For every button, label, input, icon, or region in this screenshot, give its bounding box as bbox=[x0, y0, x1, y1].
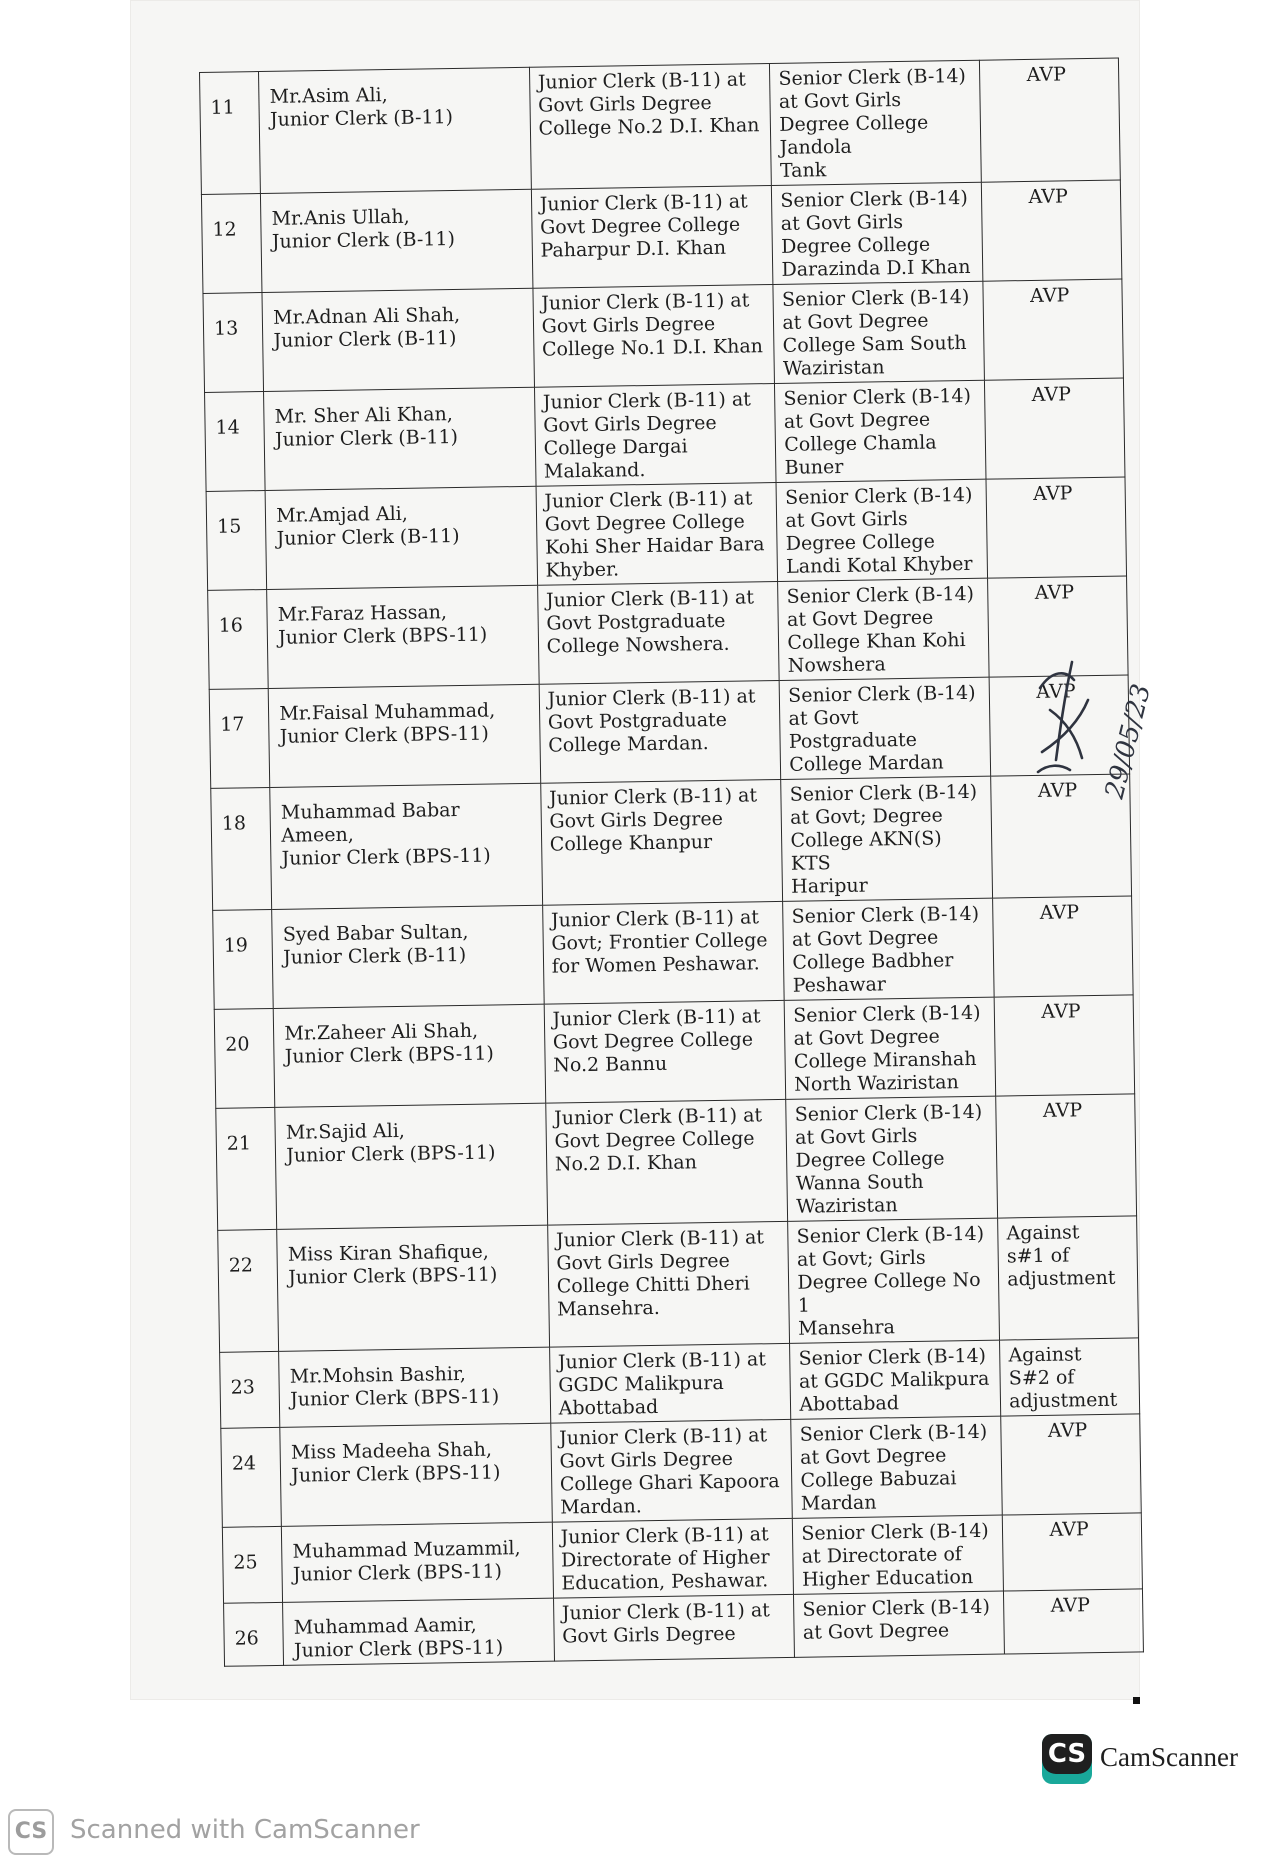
posting-table bbox=[199, 58, 1144, 1667]
name-cell bbox=[279, 1347, 551, 1427]
to-line: at Govt Degree bbox=[793, 1025, 941, 1050]
to-line: at Govt Degree bbox=[791, 926, 939, 951]
from-cell bbox=[539, 680, 781, 783]
from-line: GGDC Malikpura bbox=[558, 1371, 724, 1397]
table-row bbox=[222, 1513, 1142, 1603]
remarks-line: AVP bbox=[1050, 1594, 1091, 1617]
serial-number: 11 bbox=[210, 96, 235, 119]
employee-designation: Junior Clerk (B-11) bbox=[276, 524, 460, 550]
name-cell bbox=[272, 905, 544, 1008]
to-line: Landi Kotal Khyber bbox=[786, 552, 973, 578]
from-line: Govt Girls Degree bbox=[541, 312, 716, 338]
employee-name: Mr.Faisal Muhammad, bbox=[279, 699, 496, 725]
remarks-cell bbox=[980, 58, 1121, 182]
from-cell bbox=[553, 1594, 795, 1661]
to-line: at Govt Degree bbox=[786, 606, 934, 631]
remarks-cell bbox=[986, 477, 1126, 578]
employee-name: Miss Kiran Shafique, bbox=[287, 1240, 489, 1266]
from-line: College Nowshera. bbox=[546, 632, 730, 658]
name-cell bbox=[273, 1004, 545, 1107]
from-line: Govt Girls Degree bbox=[559, 1447, 734, 1473]
from-cell bbox=[550, 1419, 792, 1522]
from-line: Junior Clerk (B-11) at bbox=[557, 1348, 767, 1374]
from-line: Khyber. bbox=[545, 558, 620, 582]
serial-number: 16 bbox=[218, 614, 244, 637]
to-line: College Badbher bbox=[792, 949, 954, 974]
employee-name: Mr.Asim Ali, bbox=[269, 84, 388, 108]
employee-name: Miss Madeeha Shah, bbox=[290, 1438, 493, 1464]
name-cell bbox=[261, 189, 533, 292]
to-line: at Govt Girls bbox=[780, 210, 904, 235]
serial-number-cell bbox=[216, 1107, 277, 1230]
to-line: College Mardan bbox=[789, 751, 944, 776]
remarks-cell bbox=[985, 378, 1125, 479]
to-cell bbox=[781, 776, 993, 901]
employee-designation: Junior Clerk (BPS-11) bbox=[279, 722, 489, 748]
remarks-cell bbox=[1004, 1589, 1144, 1654]
table-row bbox=[211, 774, 1132, 910]
from-cell bbox=[544, 1000, 786, 1103]
to-cell bbox=[773, 281, 984, 383]
from-cell bbox=[540, 779, 783, 905]
to-line: Waziristan bbox=[796, 1194, 898, 1218]
employee-name: Mr.Anis Ullah, bbox=[271, 205, 410, 230]
serial-number-cell bbox=[201, 194, 262, 294]
name-cell bbox=[267, 585, 539, 688]
employee-designation: Junior Clerk (BPS-11) bbox=[293, 1636, 504, 1662]
to-line: at Govt; Degree bbox=[789, 804, 943, 829]
to-line: Senior Clerk (B-14) bbox=[778, 64, 967, 90]
serial-number-cell bbox=[205, 392, 266, 492]
remarks-line: AVP bbox=[1036, 680, 1076, 703]
to-line: Mansehra bbox=[797, 1316, 895, 1340]
to-cell bbox=[783, 898, 994, 1000]
to-line: College Chamla bbox=[784, 431, 937, 456]
from-line: Junior Clerk (B-11) at bbox=[561, 1599, 771, 1625]
to-cell bbox=[778, 578, 989, 680]
to-line: Degree College No 1 bbox=[797, 1268, 981, 1317]
from-line: Govt; Frontier College bbox=[551, 929, 768, 955]
from-line: Junior Clerk (B-11) at bbox=[560, 1523, 769, 1549]
serial-number: 24 bbox=[231, 1452, 257, 1475]
serial-number-cell bbox=[213, 909, 274, 1009]
remarks-line: AVP bbox=[1031, 383, 1072, 406]
serial-number-cell bbox=[206, 491, 267, 591]
from-line: Govt Girls Degree bbox=[549, 807, 724, 833]
table-row bbox=[220, 1338, 1140, 1428]
camscanner-brand: CamScanner bbox=[1100, 1742, 1238, 1772]
to-line: Jandola bbox=[779, 135, 852, 159]
footer-camscanner-logo-icon: CS bbox=[8, 1809, 54, 1855]
to-cell bbox=[793, 1515, 1004, 1594]
from-line: Paharpur D.I. Khan bbox=[540, 236, 727, 262]
from-line: Junior Clerk (B-11) at bbox=[553, 1104, 763, 1130]
employee-name: Muhammad Aamir, bbox=[293, 1613, 477, 1639]
to-line: Senior Clerk (B-14) bbox=[796, 1222, 985, 1248]
serial-number: 17 bbox=[220, 713, 245, 736]
to-line: Senior Clerk (B-14) bbox=[801, 1519, 989, 1545]
name-cell bbox=[280, 1423, 552, 1526]
serial-number: 18 bbox=[221, 812, 247, 835]
from-line: College No.2 D.I. Khan bbox=[538, 114, 760, 140]
from-line: College Ghari Kapoora bbox=[559, 1470, 780, 1496]
page-mark bbox=[1133, 1697, 1140, 1704]
table-row bbox=[218, 1216, 1139, 1352]
employee-designation: Junior Clerk (BPS-11) bbox=[284, 1042, 495, 1068]
serial-number: 25 bbox=[233, 1551, 258, 1574]
to-line: Postgraduate bbox=[788, 728, 918, 753]
remarks-cell bbox=[994, 995, 1134, 1096]
to-line: College Babuzai bbox=[800, 1467, 957, 1492]
to-line: at Govt Degree bbox=[800, 1444, 947, 1469]
to-line: at Govt bbox=[788, 706, 859, 730]
employee-designation: Junior Clerk (B-11) bbox=[271, 228, 456, 253]
to-line: Senior Clerk (B-14) bbox=[789, 780, 978, 806]
to-cell bbox=[770, 60, 982, 185]
from-line: College Dargai bbox=[543, 435, 688, 460]
employee-designation: Junior Clerk (BPS-11) bbox=[289, 1385, 500, 1411]
serial-number-cell bbox=[208, 589, 269, 689]
to-line: at Govt Degree bbox=[783, 408, 931, 433]
serial-number-cell bbox=[200, 72, 261, 195]
name-cell bbox=[259, 67, 531, 193]
to-line: Senior Clerk (B-14) bbox=[798, 1344, 987, 1370]
remarks-line: AVP bbox=[1042, 1099, 1083, 1122]
to-line: Higher Education bbox=[801, 1566, 974, 1591]
remarks-line: S#2 of bbox=[1008, 1366, 1075, 1390]
name-cell bbox=[268, 684, 540, 787]
from-line: Kohi Sher Haidar Bara bbox=[544, 533, 765, 559]
from-cell bbox=[537, 581, 779, 684]
to-cell bbox=[788, 1218, 1000, 1343]
to-line: at Directorate of bbox=[801, 1543, 963, 1568]
to-line: at Govt Girls bbox=[778, 88, 902, 113]
from-line: Govt Girls Degree bbox=[562, 1622, 736, 1648]
remarks-line: Against bbox=[1008, 1343, 1082, 1367]
from-line: Mansehra. bbox=[556, 1296, 660, 1321]
table-row bbox=[209, 675, 1129, 788]
to-line: Degree College bbox=[785, 530, 936, 555]
to-line: Senior Clerk (B-14) bbox=[786, 582, 975, 608]
from-line: College Chitti Dheri bbox=[556, 1272, 750, 1298]
table-body bbox=[200, 58, 1144, 1666]
from-line: Govt Postgraduate bbox=[546, 609, 726, 635]
employee-name: Mr.Sajid Ali, bbox=[285, 1119, 406, 1144]
to-line: North Waziristan bbox=[794, 1071, 959, 1096]
name-cell bbox=[282, 1522, 554, 1602]
remarks-cell bbox=[983, 279, 1123, 380]
from-line: Govt Girls Degree bbox=[556, 1249, 731, 1275]
from-line: No.2 Bannu bbox=[553, 1052, 668, 1077]
remarks-line: s#1 of bbox=[1006, 1244, 1070, 1268]
from-line: Directorate of Higher bbox=[560, 1546, 770, 1572]
to-line: Senior Clerk (B-14) bbox=[780, 186, 968, 212]
from-line: Junior Clerk (B-11) at bbox=[550, 906, 760, 932]
to-line: Waziristan bbox=[782, 356, 885, 380]
from-line: Govt Degree College bbox=[539, 213, 741, 239]
to-line: Degree College bbox=[779, 111, 929, 136]
employee-name: Muhammad Muzammil, bbox=[292, 1537, 521, 1563]
to-line: Peshawar bbox=[792, 973, 887, 997]
to-line: Wanna South bbox=[795, 1170, 924, 1195]
from-line: Govt Girls Degree bbox=[538, 91, 712, 117]
from-line: Malakand. bbox=[543, 459, 646, 483]
serial-number: 14 bbox=[215, 416, 240, 439]
remarks-cell bbox=[982, 180, 1122, 281]
remarks-cell bbox=[1001, 1414, 1141, 1515]
serial-number: 23 bbox=[230, 1376, 256, 1399]
employee-designation: Junior Clerk (BPS-11) bbox=[286, 1141, 496, 1167]
employee-name: Mr.Amjad Ali, bbox=[276, 502, 408, 527]
to-line: Nowshera bbox=[787, 653, 886, 677]
to-line: at Govt; Girls bbox=[796, 1246, 926, 1271]
from-line: College No.1 D.I. Khan bbox=[541, 335, 764, 361]
table-row bbox=[214, 995, 1134, 1108]
table-row bbox=[200, 58, 1121, 194]
name-cell bbox=[283, 1598, 554, 1665]
table-row bbox=[208, 576, 1128, 689]
to-cell bbox=[784, 997, 995, 1099]
remarks-line: adjustment bbox=[1007, 1266, 1116, 1291]
remarks-line: AVP bbox=[1033, 482, 1073, 505]
remarks-line: AVP bbox=[1039, 901, 1080, 924]
name-cell bbox=[264, 387, 536, 490]
remarks-line: Against bbox=[1006, 1221, 1080, 1245]
from-line: Junior Clerk (B-11) at bbox=[537, 68, 746, 94]
name-cell bbox=[277, 1225, 549, 1351]
remarks-line: AVP bbox=[1029, 284, 1070, 307]
serial-number: 26 bbox=[234, 1627, 259, 1650]
from-line: Govt Degree College bbox=[552, 1028, 754, 1054]
to-cell bbox=[786, 1096, 998, 1221]
from-cell bbox=[536, 482, 778, 585]
employee-name: Mr.Zaheer Ali Shah, bbox=[284, 1019, 479, 1045]
table-row bbox=[205, 378, 1125, 491]
from-line: Govt Degree College bbox=[554, 1127, 755, 1153]
serial-number: 12 bbox=[212, 218, 237, 241]
to-line: Tank bbox=[779, 159, 827, 182]
serial-number: 20 bbox=[225, 1033, 250, 1056]
footer-scanned-text: Scanned with CamScanner bbox=[70, 1815, 420, 1845]
serial-number-cell bbox=[203, 293, 264, 393]
to-line: College Miranshah bbox=[793, 1047, 977, 1073]
from-line: Junior Clerk (B-11) at bbox=[547, 685, 756, 711]
serial-number-cell bbox=[222, 1526, 282, 1603]
from-cell bbox=[549, 1343, 791, 1423]
from-line: Junior Clerk (B-11) at bbox=[555, 1226, 765, 1252]
table-row bbox=[201, 180, 1121, 293]
serial-number-cell bbox=[224, 1602, 284, 1666]
remarks-cell bbox=[993, 896, 1133, 997]
employee-name: Muhammad Babar Ameen, bbox=[280, 798, 460, 847]
to-line: Senior Clerk (B-14) bbox=[788, 681, 976, 707]
to-line: Darazinda D.I Khan bbox=[781, 255, 971, 281]
from-cell bbox=[533, 285, 775, 388]
name-cell bbox=[262, 288, 534, 391]
to-cell bbox=[776, 479, 987, 581]
remarks-line: adjustment bbox=[1009, 1388, 1118, 1413]
employee-designation: Junior Clerk (B-11) bbox=[274, 425, 459, 451]
serial-number-cell bbox=[209, 688, 270, 788]
serial-number: 19 bbox=[223, 934, 249, 957]
employee-designation: Junior Clerk (BPS-11) bbox=[288, 1263, 498, 1289]
remarks-line: AVP bbox=[1034, 581, 1075, 604]
serial-number: 13 bbox=[213, 317, 239, 340]
employee-designation: Junior Clerk (BPS-11) bbox=[281, 844, 491, 870]
to-line: at Govt Girls bbox=[794, 1124, 918, 1149]
to-cell bbox=[794, 1591, 1005, 1657]
employee-name: Syed Babar Sultan, bbox=[282, 920, 469, 946]
employee-designation: Junior Clerk (BPS-11) bbox=[278, 623, 488, 649]
signature-date: 29/05/23 bbox=[1099, 681, 1158, 802]
to-line: Senior Clerk (B-14) bbox=[802, 1595, 991, 1621]
serial-number: 22 bbox=[228, 1254, 254, 1277]
to-line: Abottabad bbox=[799, 1392, 900, 1416]
serial-number-cell bbox=[211, 787, 272, 910]
from-line: Education, Peshawar. bbox=[561, 1569, 769, 1595]
to-cell bbox=[779, 677, 990, 779]
from-line: Govt Postgraduate bbox=[547, 708, 728, 734]
from-line: No.2 D.I. Khan bbox=[554, 1151, 698, 1176]
name-cell bbox=[265, 486, 537, 589]
serial-number-cell bbox=[221, 1427, 282, 1527]
serial-number-cell bbox=[220, 1351, 280, 1428]
to-line: at Govt Degree bbox=[802, 1619, 950, 1644]
from-line: Junior Clerk (B-11) at bbox=[544, 487, 753, 513]
to-line: Degree College bbox=[795, 1147, 945, 1172]
name-cell bbox=[270, 783, 542, 909]
to-cell bbox=[790, 1340, 1001, 1419]
from-line: Junior Clerk (B-11) at bbox=[558, 1424, 768, 1450]
from-line: Mardan. bbox=[560, 1495, 643, 1519]
remarks-line: AVP bbox=[1041, 1000, 1081, 1023]
handwritten-signature-icon bbox=[1030, 640, 1158, 810]
from-cell bbox=[531, 186, 773, 289]
from-line: for Women Peshawar. bbox=[551, 952, 760, 978]
remarks-line: AVP bbox=[1049, 1518, 1089, 1541]
from-cell bbox=[529, 64, 772, 190]
to-line: Senior Clerk (B-14) bbox=[799, 1420, 988, 1446]
to-line: Senior Clerk (B-14) bbox=[794, 1100, 983, 1126]
from-cell bbox=[542, 901, 784, 1004]
serial-number: 15 bbox=[216, 515, 242, 538]
table-row bbox=[216, 1094, 1137, 1230]
to-line: Buner bbox=[784, 455, 844, 479]
to-line: Senior Clerk (B-14) bbox=[793, 1001, 981, 1027]
camscanner-logo-letters: CS bbox=[1042, 1734, 1092, 1774]
to-line: Senior Clerk (B-14) bbox=[783, 384, 972, 410]
from-line: Junior Clerk (B-11) at bbox=[541, 289, 750, 315]
from-cell bbox=[547, 1221, 790, 1347]
employee-name: Mr. Sher Ali Khan, bbox=[274, 403, 453, 428]
from-line: Junior Clerk (B-11) at bbox=[545, 586, 755, 612]
name-cell bbox=[275, 1103, 547, 1229]
to-line: College Khan Kohi bbox=[787, 629, 966, 654]
to-line: Haripur bbox=[791, 874, 868, 898]
employee-name: Mr.Adnan Ali Shah, bbox=[272, 303, 461, 329]
from-cell bbox=[545, 1099, 788, 1225]
remarks-cell bbox=[1002, 1513, 1142, 1591]
remarks-cell bbox=[996, 1094, 1137, 1218]
from-line: Junior Clerk (B-11) at bbox=[552, 1005, 761, 1031]
to-line: Senior Clerk (B-14) bbox=[781, 285, 970, 311]
employee-designation: Junior Clerk (B-11) bbox=[283, 943, 467, 969]
to-line: Senior Clerk (B-14) bbox=[784, 483, 973, 509]
table-row bbox=[213, 896, 1133, 1009]
employee-designation: Junior Clerk (B-11) bbox=[273, 326, 457, 352]
employee-designation: Junior Clerk (BPS-11) bbox=[292, 1560, 503, 1586]
to-line: Mardan bbox=[800, 1491, 877, 1515]
to-line: Senior Clerk (B-14) bbox=[791, 902, 980, 928]
remarks-line: AVP bbox=[1028, 185, 1068, 208]
from-line: Govt Degree College bbox=[544, 510, 746, 536]
to-line: Degree College bbox=[780, 233, 931, 258]
from-line: College Khanpur bbox=[549, 831, 713, 856]
to-line: at GGDC Malikpura bbox=[798, 1367, 990, 1393]
to-line: at Govt Degree bbox=[782, 309, 929, 334]
employee-designation: Junior Clerk (BPS-11) bbox=[291, 1461, 501, 1487]
serial-number-cell bbox=[218, 1229, 279, 1352]
from-cell bbox=[552, 1518, 794, 1598]
table-row bbox=[221, 1414, 1141, 1527]
serial-number-cell bbox=[214, 1008, 275, 1108]
from-line: Abottabad bbox=[558, 1395, 659, 1420]
camscanner-logo-icon bbox=[1042, 1734, 1092, 1784]
remarks-line: AVP bbox=[1037, 779, 1078, 802]
employee-designation: Junior Clerk (B-11) bbox=[269, 106, 454, 131]
to-line: College Sam South bbox=[782, 331, 967, 357]
remarks-cell bbox=[998, 1216, 1139, 1340]
from-line: Junior Clerk (B-11) at bbox=[548, 784, 758, 810]
to-line: College AKN(S) KTS bbox=[790, 827, 942, 875]
to-cell bbox=[775, 380, 986, 482]
remarks-cell bbox=[1000, 1338, 1140, 1416]
table-row bbox=[206, 477, 1126, 590]
from-line: Junior Clerk (B-11) at bbox=[542, 388, 751, 414]
table-row bbox=[203, 279, 1123, 392]
from-cell bbox=[534, 383, 776, 486]
from-line: Junior Clerk (B-11) at bbox=[539, 190, 748, 216]
to-cell bbox=[791, 1416, 1002, 1518]
from-line: Govt Girls Degree bbox=[543, 411, 717, 437]
employee-name: Mr.Mohsin Bashir, bbox=[289, 1362, 467, 1388]
from-line: College Mardan. bbox=[548, 732, 709, 757]
remarks-line: AVP bbox=[1047, 1419, 1088, 1442]
to-line: at Govt Girls bbox=[785, 507, 908, 532]
remarks-line: AVP bbox=[1026, 63, 1067, 86]
serial-number: 21 bbox=[226, 1132, 252, 1155]
to-cell bbox=[772, 182, 983, 284]
employee-name: Mr.Faraz Hassan, bbox=[277, 601, 448, 626]
